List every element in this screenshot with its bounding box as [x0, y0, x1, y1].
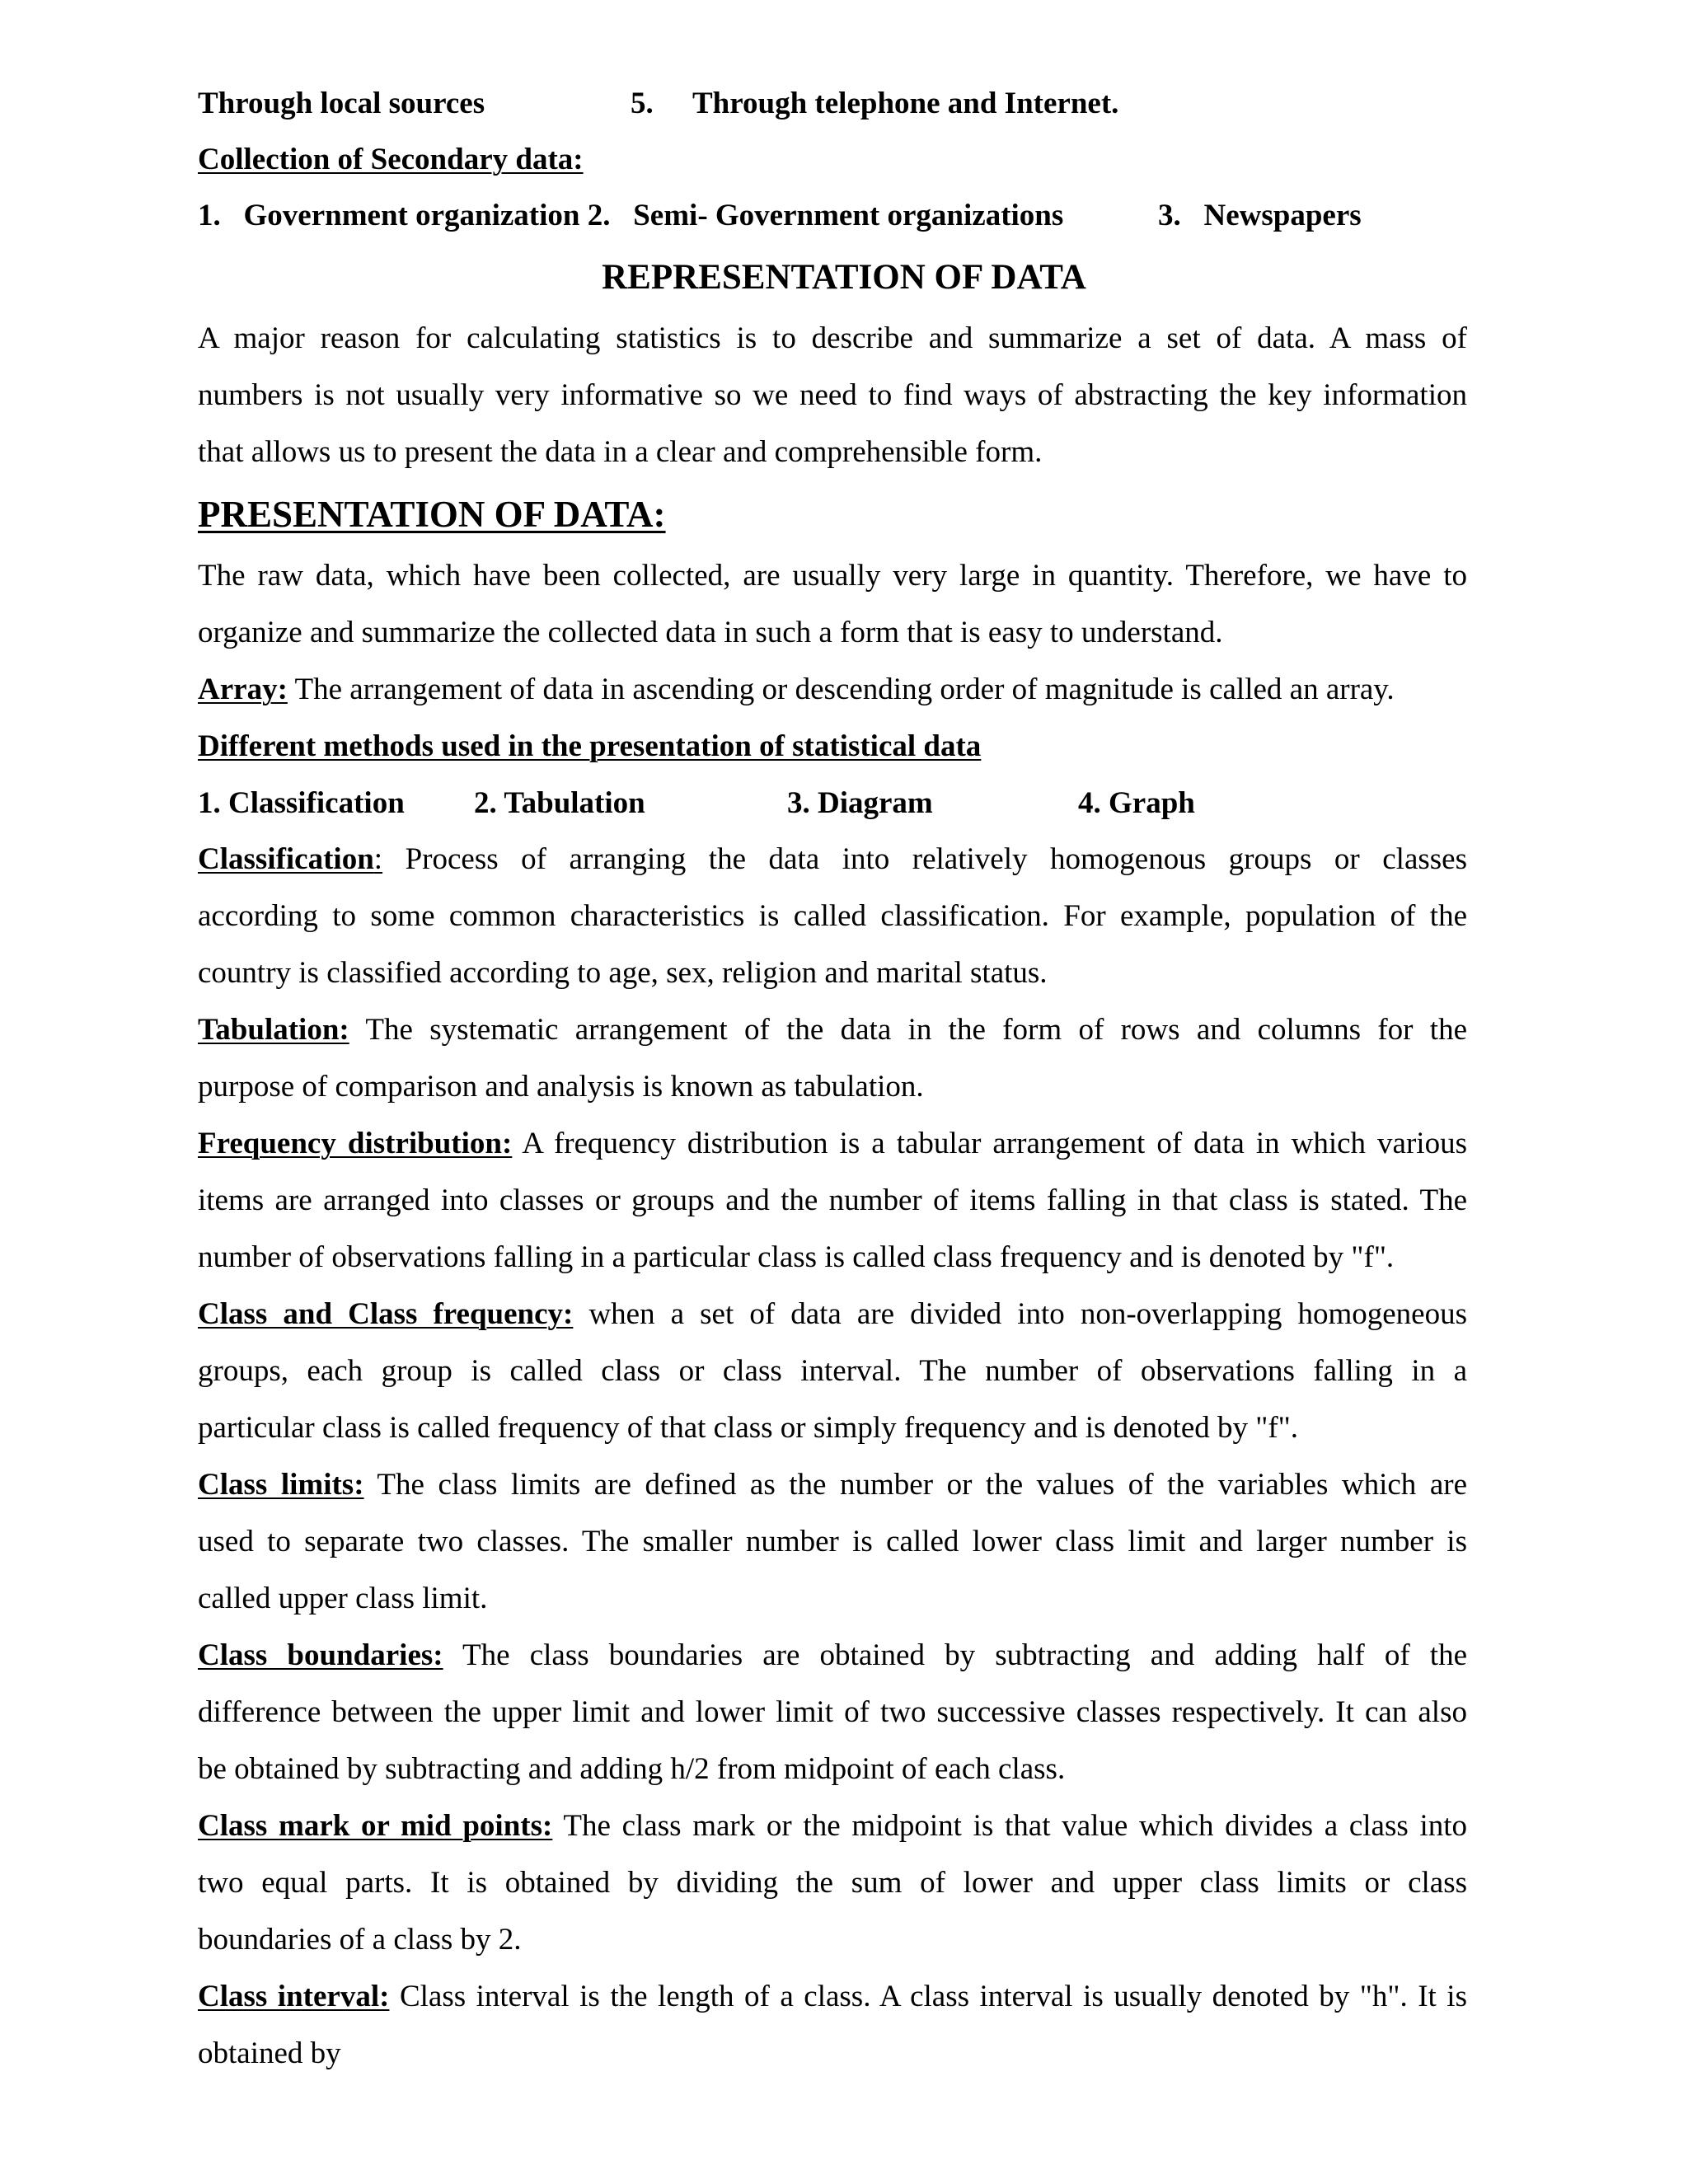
classification-line-3: country is classified according to age, sex, religion and marital status.: [198, 956, 1048, 990]
tabulation-line-1: [198, 1012, 1467, 1048]
source-item-5-text: Through telephone and Internet.: [692, 87, 1119, 120]
method-graph: 4. Graph: [1078, 786, 1195, 820]
presentation-line-1: The raw data, which have been collected, are usually very large in quantity. Therefore, we have to: [198, 559, 1467, 593]
classification-line-1: [198, 841, 1467, 878]
classification-text-1: Process of arranging the data into relatively homogenous groups or classes: [382, 842, 1467, 876]
class-limits-term: Class limits:: [198, 1468, 364, 1502]
frequency-line-2: items are arranged into classes or groups and the number of items falling in that class is stated. The: [198, 1183, 1467, 1217]
class-limits-text-1: The class limits are defined as the number or the values of the variables which are: [363, 1468, 1468, 1502]
frequency-line-3: number of observations falling in a particular class is called class frequency and is denoted by "f".: [198, 1240, 1395, 1274]
classification-term: Classification: [198, 842, 374, 876]
class-mark-line-3: boundaries of a class by 2.: [198, 1923, 522, 1957]
frequency-text-1: A frequency distribution is a tabular arrangement of data in which various: [512, 1127, 1467, 1160]
class-frequency-line-3: particular class is called frequency of that class or simply frequency and is denoted by "f".: [198, 1411, 1299, 1445]
presentation-line-2: organize and summarize the collected data in such a form that is easy to understand.: [198, 616, 1223, 649]
class-limits-line-1: [198, 1467, 1467, 1503]
frequency-line-1: [198, 1126, 1467, 1162]
secondary-data-items: 1. Government organization 2. Semi- Government organizations: [198, 199, 1064, 232]
class-limits-line-3: called upper class limit.: [198, 1582, 488, 1615]
array-text: The arrangement of data in ascending or descending order of magnitude is called an array.: [287, 673, 1395, 706]
class-limits-line-2: used to separate two classes. The smaller number is called lower class limit and larger number is: [198, 1525, 1467, 1558]
array-definition: [198, 672, 1395, 708]
method-diagram: 3. Diagram: [787, 786, 933, 820]
source-item-local: Through local sources: [198, 87, 485, 120]
class-boundaries-line-2: difference between the upper limit and lower limit of two successive classes respectively. It can also: [198, 1695, 1467, 1729]
class-mark-term: Class mark or mid points:: [198, 1809, 553, 1843]
classification-colon: :: [373, 842, 383, 876]
class-boundaries-line-1: [198, 1638, 1467, 1674]
class-mark-line-1: [198, 1808, 1467, 1844]
intro-line-1: A major reason for calculating statistics is to describe and summarize a set of data. A mass of: [198, 321, 1467, 355]
class-boundaries-line-3: be obtained by subtracting and adding h/2 from midpoint of each class.: [198, 1752, 1066, 1786]
class-frequency-line-1: [198, 1296, 1467, 1333]
method-classification: 1. Classification: [198, 786, 405, 820]
class-mark-line-2: two equal parts. It is obtained by dividing the sum of lower and upper class limits or class: [198, 1866, 1467, 1900]
class-frequency-term: Class and Class frequency:: [198, 1297, 574, 1331]
class-boundaries-text-1: The class boundaries are obtained by subtracting and adding half of the: [443, 1638, 1467, 1672]
presentation-heading: PRESENTATION OF DATA:: [198, 494, 666, 535]
class-interval-line-2: obtained by: [198, 2036, 341, 2070]
class-boundaries-term: Class boundaries:: [198, 1638, 443, 1672]
class-interval-line-1: [198, 1979, 1467, 2015]
secondary-data-heading: Collection of Secondary data:: [198, 143, 584, 176]
class-interval-text-1: Class interval is the length of a class. A class interval is usually denoted by "h". It is: [389, 1980, 1467, 2013]
classification-line-2: according to some common characteristics is called classification. For example, population of the: [198, 899, 1467, 933]
array-term: Array:: [198, 673, 288, 706]
method-tabulation: 2. Tabulation: [474, 786, 645, 820]
tabulation-text-1: The systematic arrangement of the data in the form of rows and columns for the: [349, 1013, 1467, 1047]
secondary-data-item-3: 3. Newspapers: [1158, 199, 1362, 232]
class-interval-term: Class interval:: [198, 1980, 390, 2013]
class-mark-text-1: The class mark or the midpoint is that value which divides a class into: [552, 1809, 1468, 1843]
source-item-5-number: 5.: [631, 87, 654, 120]
frequency-term: Frequency distribution:: [198, 1127, 513, 1160]
tabulation-line-2: purpose of comparison and analysis is known as tabulation.: [198, 1070, 924, 1104]
intro-line-3: that allows us to present the data in a clear and comprehensible form.: [198, 435, 1043, 469]
methods-heading: Different methods used in the presentation of statistical data: [198, 729, 982, 763]
tabulation-term: Tabulation:: [198, 1013, 349, 1047]
intro-line-2: numbers is not usually very informative so we need to find ways of abstracting the key information: [198, 378, 1467, 412]
class-frequency-line-2: groups, each group is called class or class interval. The number of observations falling in a: [198, 1354, 1467, 1388]
page-title: REPRESENTATION OF DATA: [602, 258, 1086, 297]
class-frequency-text-1: when a set of data are divided into non-overlapping homogeneous: [573, 1297, 1467, 1331]
